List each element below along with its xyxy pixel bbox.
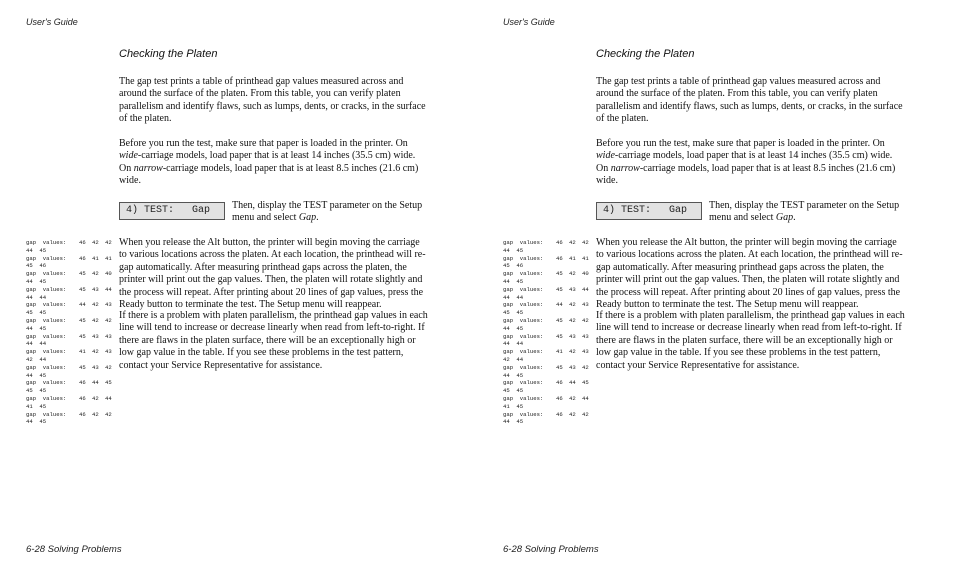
gap-value: 44	[582, 394, 589, 402]
paper-text-3: -carriage models, load paper that is at least 8.5 inches (21.6 cm) wide.	[119, 162, 419, 187]
page-footer: 6-28 Solving Problems	[26, 544, 122, 555]
gap-row-label: gap values:	[26, 254, 67, 262]
gap-value: 45	[556, 285, 563, 293]
gap-row	[26, 286, 118, 302]
gap-value: 45	[79, 363, 86, 371]
gap-row-continuation: 45 45	[503, 387, 524, 395]
gap-row-label: gap values:	[503, 394, 544, 402]
gap-row-main	[26, 239, 118, 247]
gap-row-continuation: 45 46	[503, 262, 524, 270]
gap-row-continuation: 45 45	[26, 387, 47, 395]
test-procedure-paragraph: When you release the Alt button, the printer will begin moving the carriage to various locations across the platen. At each location, the printhead will re-gap automatically. After measuring printhead gaps across the platen, the printer will print out the gap values. Then, the platen will rotate slightly and the process will repeat. After printing about 20 lines of gap values, press the Ready button to terminate the test. The Setup menu will reappear.	[596, 237, 903, 311]
gap-row-main	[26, 255, 118, 263]
gap-value: 44	[105, 394, 112, 402]
gap-row-continuation: 44 44	[26, 293, 47, 301]
gap-row-main	[26, 411, 118, 419]
gap-row-label: gap values:	[503, 254, 544, 262]
gap-value: 45	[556, 332, 563, 340]
gap-value: 42	[582, 239, 589, 246]
gap-row-main	[26, 317, 118, 325]
gap-value: 42	[569, 348, 576, 356]
gap-row	[503, 301, 595, 317]
wide-emphasis: wide	[596, 150, 615, 162]
gap-value: 42	[105, 316, 112, 324]
gap-row-label: gap values:	[503, 270, 544, 278]
narrow-emphasis: narrow	[610, 162, 640, 174]
lcd-display: 4) TEST: Gap	[119, 202, 225, 220]
gap-value: 45	[105, 379, 112, 387]
gap-values-printout	[26, 239, 118, 426]
gap-value: 45	[79, 270, 86, 278]
gap-emphasis: Gap	[298, 212, 317, 224]
gap-row	[26, 348, 118, 364]
gap-row-main	[26, 379, 118, 387]
gap-row	[26, 364, 118, 380]
gap-value: 42	[582, 410, 589, 418]
gap-value: 43	[92, 285, 99, 293]
gap-row	[503, 270, 595, 286]
display-instruction	[232, 200, 432, 225]
gap-row	[26, 395, 118, 411]
gap-row	[26, 411, 118, 427]
gap-row-main	[26, 301, 118, 309]
gap-value: 40	[105, 270, 112, 278]
display-note-text-1: Then, display the TEST parameter on the Setup menu and select	[709, 200, 900, 224]
gap-row-main	[503, 348, 595, 356]
gap-row-main	[503, 395, 595, 403]
gap-value: 42	[92, 410, 99, 418]
gap-emphasis: Gap	[775, 212, 794, 224]
gap-value: 41	[582, 254, 589, 262]
gap-row-continuation: 44 45	[503, 246, 524, 254]
gap-row-label: gap values:	[503, 379, 544, 387]
gap-row-label: gap values:	[26, 316, 67, 324]
gap-value: 43	[105, 348, 112, 356]
gap-row	[503, 255, 595, 271]
gap-row-continuation: 44 45	[26, 246, 47, 254]
gap-row-continuation: 45 46	[26, 262, 47, 270]
gap-row-continuation: 44 45	[26, 277, 47, 285]
gap-row-continuation: 45 45	[503, 309, 524, 317]
gap-value: 42	[92, 316, 99, 324]
gap-row-continuation: 45 45	[26, 309, 47, 317]
gap-value: 42	[92, 348, 99, 356]
gap-row-main	[503, 301, 595, 309]
gap-row-continuation: 41 45	[26, 402, 47, 410]
paper-text-2: -carriage models, load paper that is at least 14 inches (35.5 cm) wide. On	[119, 150, 416, 174]
gap-row-continuation: 44 45	[503, 277, 524, 285]
gap-row-continuation: 42 44	[503, 355, 524, 363]
paper-requirements-paragraph	[596, 138, 906, 188]
gap-value: 43	[105, 301, 112, 309]
gap-value: 41	[92, 254, 99, 262]
gap-value: 43	[92, 332, 99, 340]
troubleshooting-paragraph: If there is a problem with platen parallelism, the printhead gap values in each line will tend to increase or decrease linearly when read from left-to-right. If there are flaws in the platen surface, there will be an exceptionally high or low gap value in the table. If you see these problems in the test pattern, contact your Service Representative for assistance.	[596, 310, 905, 371]
gap-row	[503, 395, 595, 411]
gap-value: 42	[105, 410, 112, 418]
display-note-text-1: Then, display the TEST parameter on the Setup menu and select	[232, 200, 423, 224]
paper-text-2: -carriage models, load paper that is at least 14 inches (35.5 cm) wide. On	[596, 150, 893, 174]
gap-value: 44	[92, 379, 99, 387]
section-title: Checking the Platen	[119, 48, 218, 60]
display-note-text-2: .	[316, 212, 319, 224]
gap-value: 42	[105, 363, 112, 371]
gap-row-continuation: 44 44	[503, 340, 524, 348]
gap-row-label: gap values:	[503, 332, 544, 340]
lcd-display: 4) TEST: Gap	[596, 202, 702, 220]
gap-value: 46	[79, 254, 86, 262]
paper-requirements-paragraph	[119, 138, 429, 188]
page-footer: 6-28 Solving Problems	[503, 544, 599, 555]
gap-row-label: gap values:	[503, 348, 544, 356]
gap-value: 42	[92, 239, 99, 246]
gap-value: 43	[569, 332, 576, 340]
intro-paragraph: The gap test prints a table of printhead gap values measured across and around the surface of the platen. From this table, you can verify platen parallelism and identify flaws, such as lumps, dents, or cracks, in the surface of the platen.	[119, 76, 426, 125]
gap-row-continuation: 44 45	[503, 418, 524, 426]
gap-row-label: gap values:	[26, 348, 67, 356]
gap-value: 44	[556, 301, 563, 309]
gap-row-main	[503, 333, 595, 341]
gap-row	[503, 379, 595, 395]
gap-value: 45	[556, 363, 563, 371]
gap-row	[26, 379, 118, 395]
gap-row-main	[26, 364, 118, 372]
gap-row-label: gap values:	[26, 379, 67, 387]
paper-text-3: -carriage models, load paper that is at least 8.5 inches (21.6 cm) wide.	[596, 162, 896, 187]
gap-row	[26, 333, 118, 349]
gap-row-label: gap values:	[503, 301, 544, 309]
gap-value: 41	[569, 254, 576, 262]
display-note-text-2: .	[793, 212, 796, 224]
wide-emphasis: wide	[119, 150, 138, 162]
gap-row-label: gap values:	[26, 332, 67, 340]
gap-value: 46	[556, 379, 563, 387]
gap-row-label: gap values:	[503, 285, 544, 293]
gap-value: 42	[92, 394, 99, 402]
gap-value: 45	[79, 332, 86, 340]
gap-row-continuation: 44 45	[503, 324, 524, 332]
gap-value: 43	[582, 332, 589, 340]
gap-row-label: gap values:	[26, 394, 67, 402]
gap-row	[503, 286, 595, 302]
gap-value: 43	[569, 363, 576, 371]
gap-row-main	[26, 286, 118, 294]
gap-value: 40	[582, 270, 589, 278]
gap-row	[503, 239, 595, 255]
gap-value: 42	[582, 316, 589, 324]
gap-row-continuation: 44 45	[26, 324, 47, 332]
paper-text-1: Before you run the test, make sure that paper is loaded in the printer. On	[119, 138, 408, 149]
gap-row-continuation: 44 45	[503, 371, 524, 379]
gap-value: 41	[105, 254, 112, 262]
gap-value: 45	[556, 316, 563, 324]
gap-value: 42	[569, 394, 576, 402]
gap-row-main	[26, 348, 118, 356]
gap-value: 44	[582, 285, 589, 293]
gap-row-main	[503, 364, 595, 372]
gap-value: 42	[569, 301, 576, 309]
gap-row-label: gap values:	[26, 301, 67, 309]
gap-value: 43	[105, 332, 112, 340]
intro-paragraph: The gap test prints a table of printhead gap values measured across and around the surface of the platen. From this table, you can verify platen parallelism and identify flaws, such as lumps, dents, or cracks, in the surface of the platen.	[596, 76, 903, 125]
gap-value: 44	[79, 301, 86, 309]
gap-row-label: gap values:	[503, 239, 544, 246]
gap-value: 46	[79, 239, 86, 246]
gap-value: 46	[79, 410, 86, 418]
gap-row	[26, 239, 118, 255]
gap-value: 42	[582, 363, 589, 371]
gap-row-main	[26, 395, 118, 403]
gap-row-continuation: 44 44	[26, 340, 47, 348]
test-procedure-paragraph: When you release the Alt button, the printer will begin moving the carriage to various locations across the platen. At each location, the printhead will re-gap automatically. After measuring printhead gaps across the platen, the printer will print out the gap values. Then, the platen will rotate slightly and the process will repeat. After printing about 20 lines of gap values, press the Ready button to terminate the test. The Setup menu will reappear.	[119, 237, 426, 311]
gap-row	[26, 270, 118, 286]
gap-row-continuation: 42 44	[26, 355, 47, 363]
gap-value: 46	[79, 394, 86, 402]
gap-value: 44	[105, 285, 112, 293]
gap-row-label: gap values:	[503, 316, 544, 324]
gap-row-main	[26, 270, 118, 278]
gap-row-main	[503, 255, 595, 263]
gap-value: 46	[556, 239, 563, 246]
gap-value: 43	[582, 348, 589, 356]
gap-row	[503, 348, 595, 364]
gap-value: 41	[556, 348, 563, 356]
gap-row	[503, 317, 595, 333]
section-title: Checking the Platen	[596, 48, 695, 60]
gap-row	[503, 364, 595, 380]
gap-row-main	[503, 286, 595, 294]
gap-row-main	[503, 239, 595, 247]
gap-row-main	[503, 317, 595, 325]
gap-row	[503, 411, 595, 427]
paper-text-1: Before you run the test, make sure that paper is loaded in the printer. On	[596, 138, 885, 149]
gap-row-continuation: 44 44	[503, 293, 524, 301]
gap-row	[503, 333, 595, 349]
gap-value: 45	[79, 285, 86, 293]
gap-row	[26, 255, 118, 271]
gap-row	[26, 301, 118, 317]
gap-row-label: gap values:	[26, 285, 67, 293]
narrow-emphasis: narrow	[133, 162, 163, 174]
gap-value: 42	[92, 270, 99, 278]
gap-value: 45	[582, 379, 589, 387]
gap-row-main	[503, 411, 595, 419]
gap-row-label: gap values:	[503, 363, 544, 371]
gap-row-label: gap values:	[26, 410, 67, 418]
gap-value: 41	[79, 348, 86, 356]
display-instruction	[709, 200, 909, 225]
gap-value: 42	[569, 410, 576, 418]
gap-row	[26, 317, 118, 333]
gap-value: 42	[569, 316, 576, 324]
gap-row-continuation: 44 45	[26, 371, 47, 379]
gap-row-main	[26, 333, 118, 341]
right-page	[477, 0, 954, 580]
gap-value: 46	[556, 394, 563, 402]
gap-row-label: gap values:	[26, 239, 67, 246]
gap-value: 45	[556, 270, 563, 278]
gap-values-printout	[503, 239, 595, 426]
gap-value: 42	[105, 239, 112, 246]
gap-row-continuation: 44 45	[26, 418, 47, 426]
running-head: User's Guide	[503, 17, 555, 27]
gap-row-main	[503, 270, 595, 278]
gap-value: 43	[92, 363, 99, 371]
gap-row-main	[503, 379, 595, 387]
gap-row-label: gap values:	[26, 363, 67, 371]
gap-value: 46	[556, 254, 563, 262]
gap-value: 42	[569, 239, 576, 246]
gap-value: 42	[92, 301, 99, 309]
gap-value: 44	[569, 379, 576, 387]
gap-value: 46	[556, 410, 563, 418]
gap-value: 42	[569, 270, 576, 278]
gap-row-label: gap values:	[26, 270, 67, 278]
gap-value: 43	[582, 301, 589, 309]
gap-value: 45	[79, 316, 86, 324]
gap-row-continuation: 41 45	[503, 402, 524, 410]
troubleshooting-paragraph: If there is a problem with platen parallelism, the printhead gap values in each line will tend to increase or decrease linearly when read from left-to-right. If there are flaws in the platen surface, there will be an exceptionally high or low gap value in the table. If you see these problems in the test pattern, contact your Service Representative for assistance.	[119, 310, 428, 371]
gap-row-label: gap values:	[503, 410, 544, 418]
gap-value: 46	[79, 379, 86, 387]
gap-value: 43	[569, 285, 576, 293]
running-head: User's Guide	[26, 17, 78, 27]
